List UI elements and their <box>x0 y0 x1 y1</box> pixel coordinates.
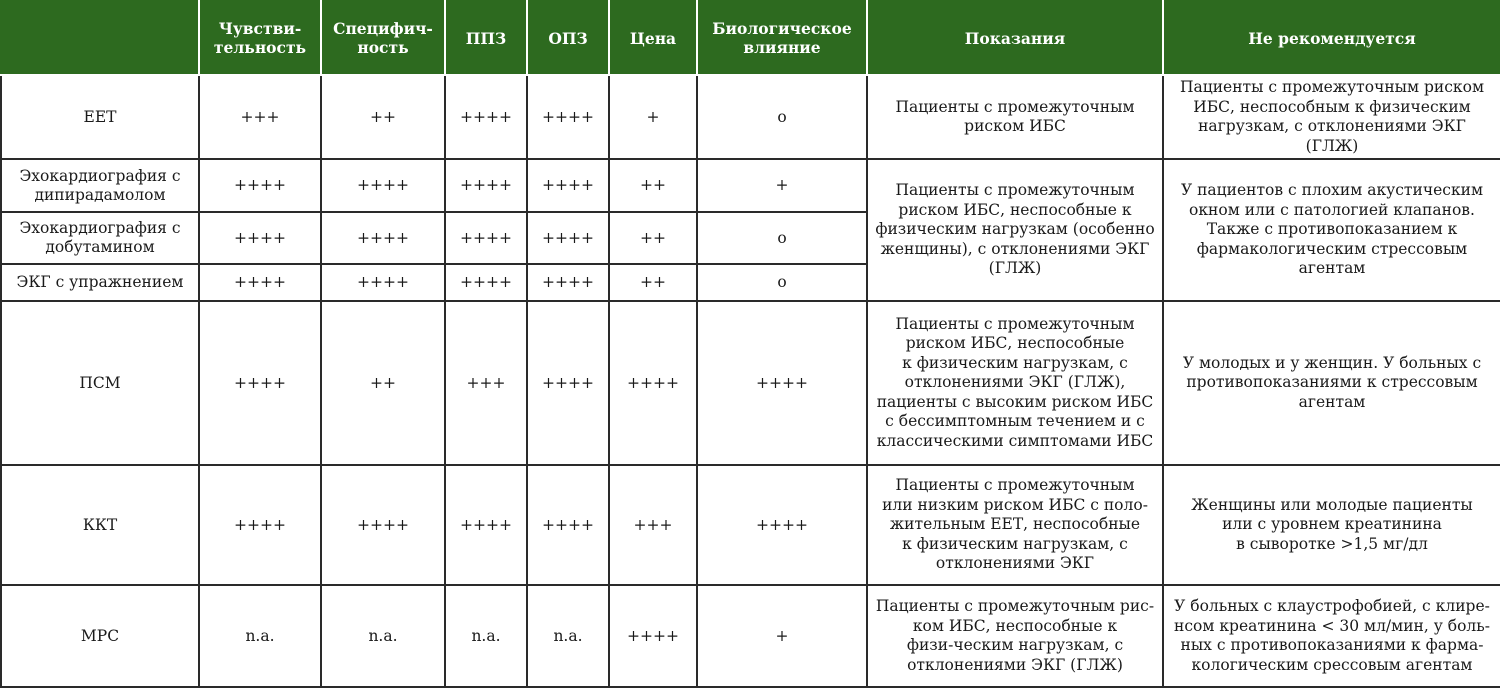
header-row <box>1 1 1500 75</box>
header-indications: Показания <box>867 1 1163 75</box>
bio-cell: o <box>697 264 867 301</box>
bio-cell: ++++ <box>697 301 867 465</box>
ppz-cell: ++++ <box>445 159 527 212</box>
header-ppz: ППЗ <box>445 1 527 75</box>
indications-cell: Пациенты с промежуточным риском ИБС, неспособные к физическим нагрузкам (особенно женщины), с отклонениями ЭКГ (ГЛЖ) <box>867 159 1163 301</box>
method-cell: ПСМ <box>1 301 199 465</box>
opz-cell: n.a. <box>527 585 609 687</box>
opz-cell: ++++ <box>527 212 609 264</box>
bio-cell: o <box>697 212 867 264</box>
table-row <box>1 75 1500 159</box>
header-sensitivity: Чувстви- тельность <box>199 1 321 75</box>
indications-cell: Пациенты с промежуточным риском ИБС, неспособные к физическим нагрузкам, с отклонениями ЭКГ (ГЛЖ), пациенты с высоким риском ИБС с бессимптомным течением и с классическими симптомами ИБС <box>867 301 1163 465</box>
method-cell: ККТ <box>1 465 199 585</box>
bio-cell: ++++ <box>697 465 867 585</box>
sensitivity-cell: n.a. <box>199 585 321 687</box>
specificity-cell: ++ <box>321 301 445 465</box>
table-row <box>1 159 1500 212</box>
header-method <box>1 1 199 75</box>
specificity-cell: ++++ <box>321 465 445 585</box>
not-recommended-cell: Женщины или молодые пациенты или с уровнем креатинина в сыворотке >1,5 мг/дл <box>1163 465 1500 585</box>
indications-cell: Пациенты с промежуточным рис- ком ИБС, неспособные к физи-ческим нагрузкам, с отклонениями ЭКГ (ГЛЖ) <box>867 585 1163 687</box>
price-cell: + <box>609 75 697 159</box>
opz-cell: ++++ <box>527 465 609 585</box>
price-cell: ++ <box>609 159 697 212</box>
ppz-cell: ++++ <box>445 75 527 159</box>
ppz-cell: ++++ <box>445 264 527 301</box>
method-cell: Эхокардиография с дипирадамолом <box>1 159 199 212</box>
price-cell: ++++ <box>609 301 697 465</box>
method-cell: Эхокардиография с добутамином <box>1 212 199 264</box>
sensitivity-cell: ++++ <box>199 212 321 264</box>
ppz-cell: ++++ <box>445 212 527 264</box>
table-row <box>1 465 1500 585</box>
specificity-cell: ++ <box>321 75 445 159</box>
method-cell: ЭКГ с упражнением <box>1 264 199 301</box>
indications-cell: Пациенты с промежуточным или низким риском ИБС с поло- жительным ЕЕТ, неспособные к физическим нагрузкам, с отклонениями ЭКГ <box>867 465 1163 585</box>
ppz-cell: n.a. <box>445 585 527 687</box>
ppz-cell: +++ <box>445 301 527 465</box>
header-bio: Биологическое влияние <box>697 1 867 75</box>
specificity-cell: n.a. <box>321 585 445 687</box>
sensitivity-cell: ++++ <box>199 264 321 301</box>
method-cell: МРС <box>1 585 199 687</box>
header-opz: ОПЗ <box>527 1 609 75</box>
table-row <box>1 585 1500 687</box>
opz-cell: ++++ <box>527 264 609 301</box>
ppz-cell: ++++ <box>445 465 527 585</box>
header-specificity: Специфич- ность <box>321 1 445 75</box>
not-recommended-cell: Пациенты с промежуточным риском ИБС, неспособным к физическим нагрузкам, с отклонениями ЭКГ (ГЛЖ) <box>1163 75 1500 159</box>
method-cell: ЕЕТ <box>1 75 199 159</box>
price-cell: ++ <box>609 212 697 264</box>
not-recommended-cell: У молодых и у женщин. У больных с противопоказаниями к стрессовым агентам <box>1163 301 1500 465</box>
header-not-recommended: Не рекомендуется <box>1163 1 1500 75</box>
specificity-cell: ++++ <box>321 159 445 212</box>
price-cell: ++++ <box>609 585 697 687</box>
indications-cell: Пациенты с промежуточным риском ИБС <box>867 75 1163 159</box>
opz-cell: ++++ <box>527 159 609 212</box>
opz-cell: ++++ <box>527 301 609 465</box>
sensitivity-cell: ++++ <box>199 159 321 212</box>
bio-cell: + <box>697 585 867 687</box>
opz-cell: ++++ <box>527 75 609 159</box>
bio-cell: + <box>697 159 867 212</box>
specificity-cell: ++++ <box>321 264 445 301</box>
sensitivity-cell: +++ <box>199 75 321 159</box>
table-row <box>1 301 1500 465</box>
sensitivity-cell: ++++ <box>199 301 321 465</box>
bio-cell: o <box>697 75 867 159</box>
header-price: Цена <box>609 1 697 75</box>
not-recommended-cell: У пациентов с плохим акустическим окном или с патологией клапанов. Также с противопоказанием к фармакологическим стрессовым агентам <box>1163 159 1500 301</box>
specificity-cell: ++++ <box>321 212 445 264</box>
price-cell: +++ <box>609 465 697 585</box>
sensitivity-cell: ++++ <box>199 465 321 585</box>
not-recommended-cell: У больных с клаустрофобией, с клире- нсом креатинина < 30 мл/мин, у боль- ных с противопоказаниями к фарма- кологическим срессовым агентам <box>1163 585 1500 687</box>
price-cell: ++ <box>609 264 697 301</box>
